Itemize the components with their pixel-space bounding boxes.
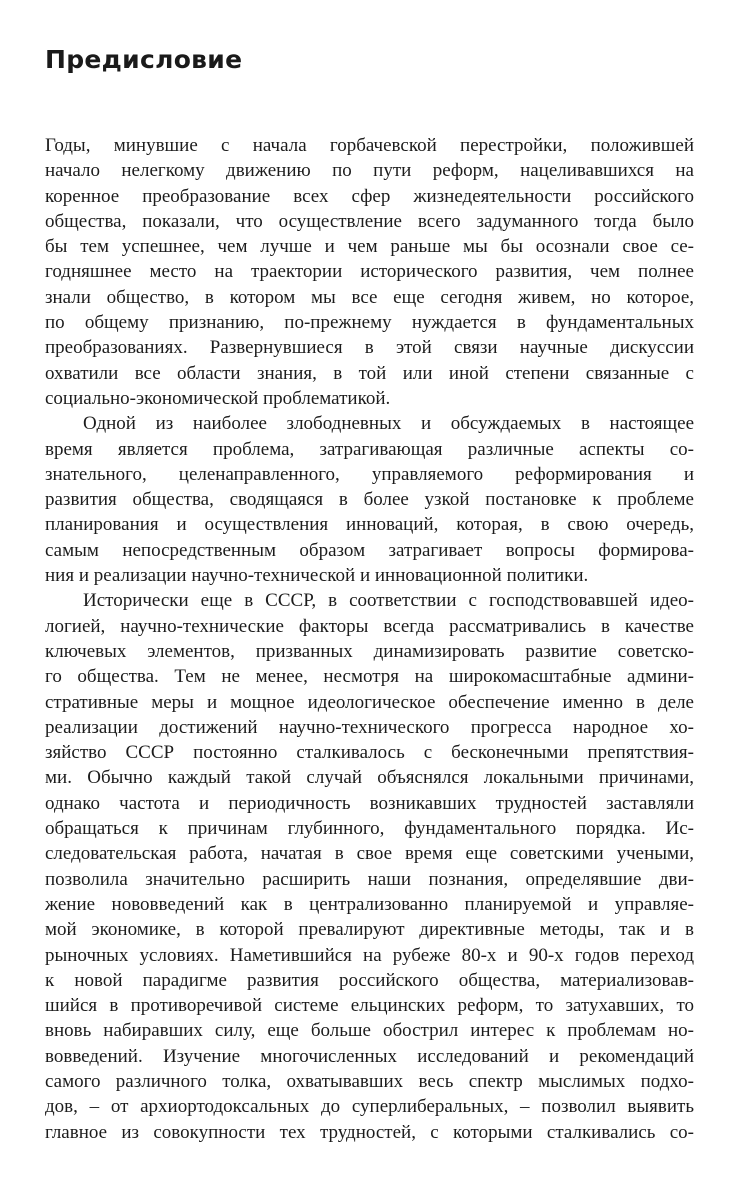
text-line: главное из совокупности тех трудностей, с которыми сталкивались со- <box>45 1121 694 1143</box>
text-line: вовведений. Изучение многочисленных исследований и рекомендаций <box>45 1045 694 1067</box>
text-line: обращаться к причинам глубинного, фундаментального порядка. Ис- <box>45 818 694 840</box>
text-line: однако частота и периодичность возникавших трудностей заставляли <box>45 792 694 814</box>
text-line: стративные меры и мощное идеологическое обеспечение именно в деле <box>45 691 694 713</box>
text-line: вновь набиравших силу, еще больше обострил интерес к проблемам но- <box>45 1020 694 1042</box>
text-line: к новой парадигме развития российского общества, материализовав- <box>45 969 694 991</box>
paragraph <box>45 411 694 588</box>
text-line: дов, – от архиортодоксальных до суперлиберальных, – позволил выявить <box>45 1096 694 1118</box>
text-line: развития общества, сводящаяся в более узкой постановке к проблеме <box>45 489 694 511</box>
text-line: общества, показали, что осуществление всего задуманного тогда было <box>45 210 694 232</box>
text-line: ми. Обычно каждый такой случай объяснялся локальными причинами, <box>45 767 694 789</box>
paragraph <box>45 133 694 411</box>
text-line: жение нововведений как в централизованно планируемой и управляе- <box>45 893 694 915</box>
text-line: бы тем успешнее, чем лучше и чем раньше мы бы осознали свое се- <box>45 236 694 258</box>
text-line: ключевых элементов, призванных динамизировать развитие советско- <box>45 640 694 662</box>
text-line: начало нелегкому движению по пути реформ, нацеливавшихся на <box>45 160 694 182</box>
text-line: охватили все области знания, в той или иной степени связанные с <box>45 362 694 384</box>
text-line: следовательская работа, начатая в свое время еще советскими учеными, <box>45 843 694 865</box>
text-line: Одной из наиболее злободневных и обсуждаемых в настоящее <box>83 413 694 435</box>
text-line: Годы, минувшие с начала горбачевской перестройки, положившей <box>45 135 694 156</box>
text-line: зяйство СССР постоянно сталкивалось с бесконечными препятствия- <box>45 742 694 764</box>
text-line: преобразованиях. Развернувшиеся в этой связи научные дискуссии <box>45 337 694 359</box>
text-line: Исторически еще в СССР, в соответствии с господствовавшей идео- <box>83 590 694 612</box>
text-line: время является проблема, затрагивающая различные аспекты со- <box>45 438 694 460</box>
text-line: по общему признанию, по-прежнему нуждается в фундаментальных <box>45 312 694 334</box>
page-title: Предисловие <box>45 45 243 74</box>
text-line: социально-экономической проблематикой. <box>45 387 391 409</box>
text-line: годняшнее место на траектории исторического развития, чем полнее <box>45 261 694 283</box>
text-line: шийся в противоречивой системе ельцинских реформ, то затухавших, то <box>45 995 694 1017</box>
text-line: самого различного толка, охватывавших весь спектр мыслимых подхо- <box>45 1070 694 1092</box>
text-line: планирования и осуществления инноваций, которая, в свою очередь, <box>45 514 694 536</box>
body-text <box>45 133 694 1145</box>
text-line: го общества. Тем не менее, несмотря на широкомасштабные админи- <box>45 666 694 688</box>
paragraph <box>45 588 694 1145</box>
text-line: знали общество, в котором мы все еще сегодня живем, но которое, <box>45 286 694 308</box>
text-line: логией, научно-технические факторы всегда рассматривались в качестве <box>45 615 694 637</box>
text-line: самым непосредственным образом затрагивает вопросы формирова- <box>45 539 694 561</box>
text-line: ния и реализации научно-технической и инновационной политики. <box>45 565 589 587</box>
text-line: позволила значительно расширить наши познания, определявшие дви- <box>45 868 694 890</box>
text-line: мой экономике, в которой превалируют директивные методы, так и в <box>45 919 694 941</box>
text-line: реализации достижений научно-технического прогресса народное хо- <box>45 716 694 738</box>
text-line: знательного, целенаправленного, управляемого реформирования и <box>45 463 694 485</box>
text-line: рыночных условиях. Наметившийся на рубеже 80-х и 90-х годов переход <box>45 944 694 966</box>
text-line: коренное преобразование всех сфер жизнедеятельности российского <box>45 185 694 207</box>
